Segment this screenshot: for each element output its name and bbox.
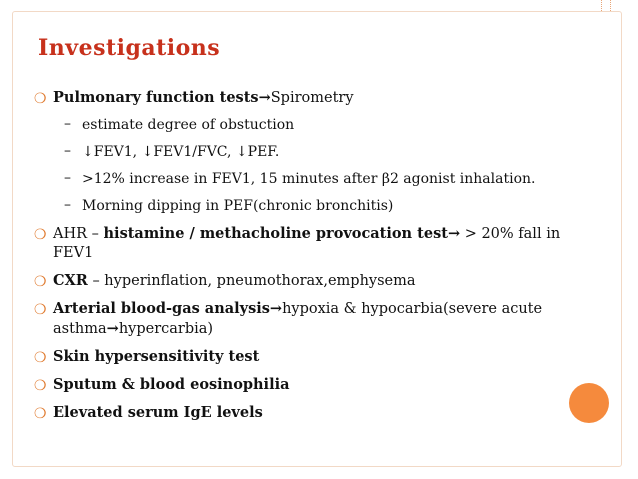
bullet-ahr: ❍ AHR – histamine / methacholine provocation test→ > 20% fall in FEV1 (34, 225, 561, 261)
bullet-ige: ❍ Elevated serum IgE levels (34, 404, 263, 422)
dash-marker: – (64, 170, 71, 186)
bullet-skin-test: ❍ Skin hypersensitivity test (34, 348, 260, 366)
bullet-sputum: ❍ Sputum & blood eosinophilia (34, 376, 290, 394)
slide-title: Investigations (38, 35, 221, 61)
decorative-dotted-line (601, 0, 611, 11)
sub-bullet-increase: – >12% increase in FEV1, 15 minutes after β2 agonist inhalation. (64, 170, 536, 187)
ring-bullet-icon: ❍ (34, 274, 47, 290)
ring-bullet-icon: ❍ (34, 227, 47, 243)
bullet-cxr: ❍ CXR – hyperinflation, pneumothorax,emphysema (34, 272, 416, 290)
sub-bullet-morning-dipping: – Morning dipping in PEF(chronic bronchitis) (64, 197, 394, 214)
dash-marker: – (64, 143, 71, 159)
ring-bullet-icon: ❍ (34, 91, 47, 107)
ring-bullet-icon: ❍ (34, 302, 47, 318)
dash-marker: – (64, 116, 71, 132)
ring-bullet-icon: ❍ (34, 406, 47, 422)
dash-marker: – (64, 197, 71, 213)
sub-bullet-estimate: – estimate degree of obstuction (64, 116, 295, 133)
ring-bullet-icon: ❍ (34, 350, 47, 366)
bullet-pulmonary-function: ❍ Pulmonary function tests→Spirometry (34, 89, 354, 107)
bullet-abg: ❍ Arterial blood-gas analysis→hypoxia & hypocarbia(severe acute asthma→hypercarbia) (34, 300, 543, 337)
bullet-list (34, 88, 604, 431)
ring-bullet-icon: ❍ (34, 378, 47, 394)
sub-bullet-fev1: – ↓FEV1, ↓FEV1/FVC, ↓PEF. (64, 143, 280, 160)
